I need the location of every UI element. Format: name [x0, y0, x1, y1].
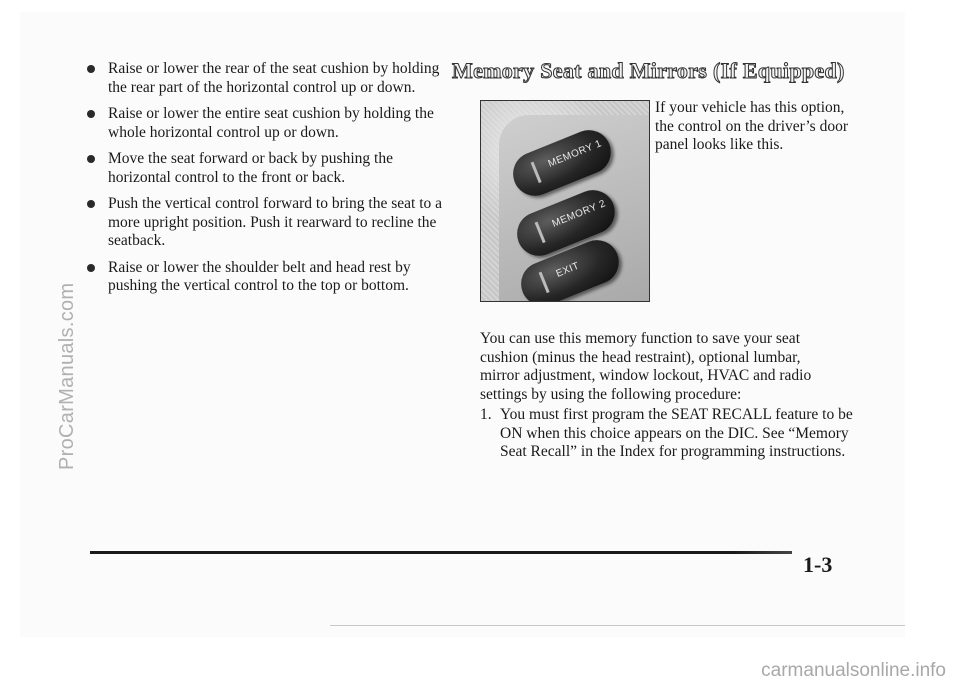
list-item [72, 105, 457, 142]
list-item-text: Raise or lower the rear of the seat cushion by holding the rear part of the horizontal control up or down. [108, 60, 440, 96]
bottom-watermark: carmanualsonline.info [761, 660, 946, 681]
body-paragraph: You can use this memory function to save your seat cushion (minus the head restraint), optional lumbar, mirror adjustment, window lockout, HVAC and radio settings by using the following procedure: [480, 330, 812, 403]
list-item-text: Move the seat forward or back by pushing the horizontal control to the front or back. [108, 150, 393, 186]
list-item [72, 60, 457, 97]
list-item-text: Raise or lower the entire seat cushion by holding the whole horizontal control up or down. [108, 105, 434, 141]
step-number: 1. [480, 406, 492, 423]
memory-1-label: MEMORY 1 [546, 138, 604, 170]
side-watermark: ProCarManuals.com [56, 282, 78, 470]
bullet-icon [87, 155, 95, 163]
section-heading: Memory Seat and Mirrors (If Equipped) [452, 58, 845, 83]
bullet-icon [87, 200, 95, 208]
step-item [480, 406, 870, 462]
list-item [72, 150, 457, 187]
left-column [72, 60, 457, 304]
bullet-icon [87, 110, 95, 118]
scan-line [330, 625, 905, 626]
intro-text: If your vehicle has this option, the control on the driver’s door panel looks like this. [655, 99, 848, 153]
list-item [72, 195, 457, 251]
memory-2-label: MEMORY 2 [550, 198, 608, 230]
bullet-icon [87, 65, 95, 73]
memory-control-photo [480, 100, 650, 302]
footer-rule [90, 551, 790, 554]
list-item-text: Raise or lower the shoulder belt and head rest by pushing the vertical control to the top or bottom. [108, 258, 411, 294]
exit-label: EXIT [554, 260, 582, 280]
bullet-icon [87, 264, 95, 272]
page-number: 1-3 [803, 552, 833, 577]
list-item [72, 259, 457, 296]
list-item-text: Push the vertical control forward to bring the seat to a more upright position. Push it rearward to recline the seatback. [108, 195, 443, 249]
step-text: You must first program the SEAT RECALL feature to be ON when this choice appears on the DIC. See “Memory Seat Recall” in the Index for programming instructions. [500, 406, 853, 460]
